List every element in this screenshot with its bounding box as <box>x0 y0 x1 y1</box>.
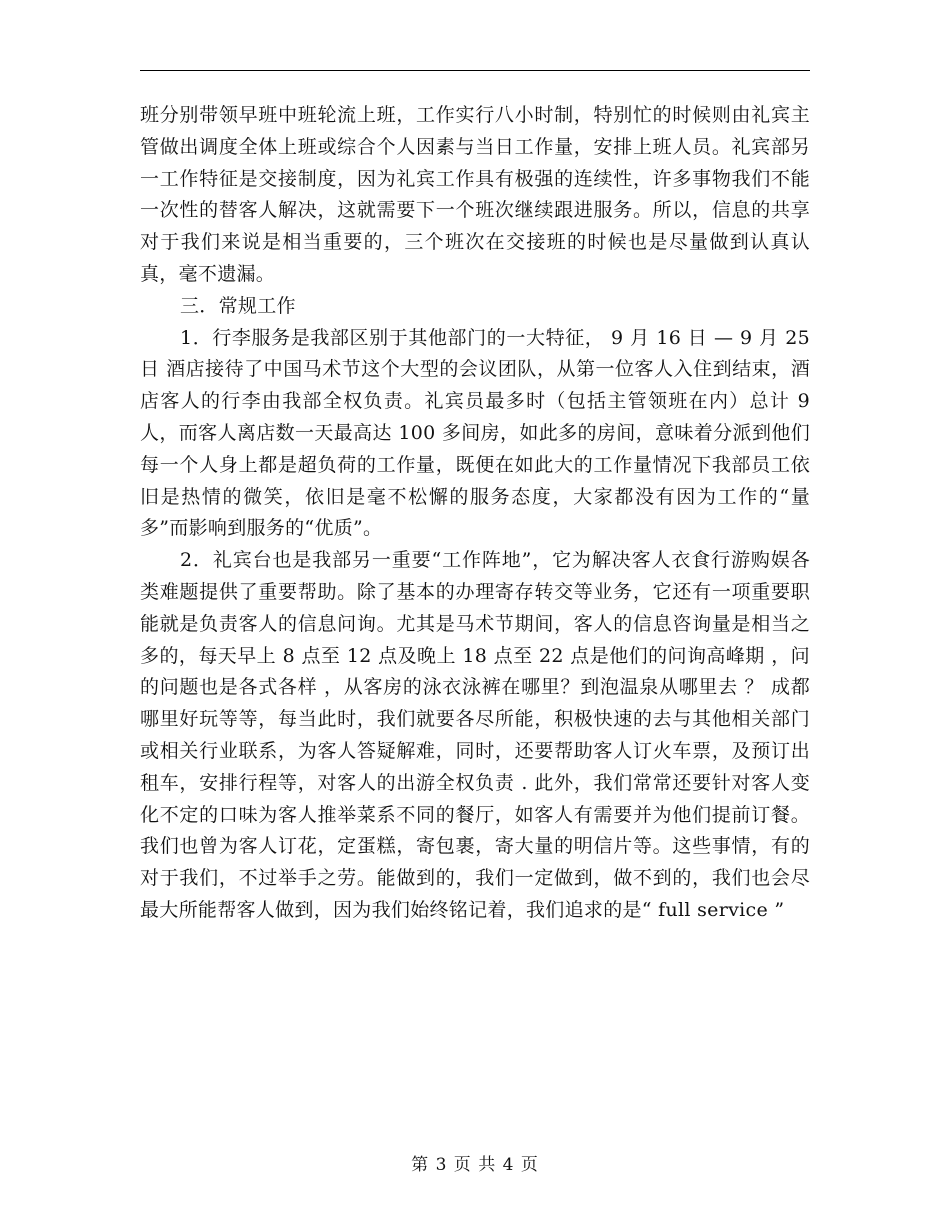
section-heading: 三．常规工作 <box>180 294 296 317</box>
paragraph-item-2: 2．礼宾台也是我部另一重要“工作阵地”，它为解决客人衣食行游购娱各类难题提供了重要帮助。除了基本的办理寄存转交等业务，它还有一项重要职能就是负责客人的信息问询。尤其是马术节期间，客人的信息咨询量是相当之多的，每天早上 8 点至 12 点及晚上 18 点至 22 点是他们的问询高峰期 ，问的问题也是各式各样 ，从客房的泳衣泳裤在哪里？到泡温泉从哪里去 ？ 成都哪里好玩等等，每当此时，我们就要各尽所能，积极快速的去与其他相关部门或相关行业联系，为客人答疑解难，同时，还要帮助客人订火车票，及预订出租车，安排行程等，对客人的出游全权负责 . 此外，我们常常还要针对客人变化不定的口味为客人推举菜系不同的餐厅，如客人有需要并为他们提前订餐。我们也曾为客人订花，定蛋糕，寄包裹，寄大量的明信片等。这些事情，有的对于我们，不过举手之劳。能做到的，我们一定做到，做不到的，我们也会尽最大所能帮客人做到，因为我们始终铭记着，我们追求的是“ full service ” <box>140 549 810 921</box>
paragraph-item-1: 1．行李服务是我部区别于其他部门的一大特征， 9 月 16 日 — 9 月 25 日 酒店接待了中国马术节这个大型的会议团队，从第一位客人入住到结束，酒店客人的行李由我部全权负责。礼宾员最多时（包括主管领班在内）总计 9 人，而客人离店数一天最高达 100 多间房，如此多的房间，意味着分派到他们每一个人身上都是超负荷的工作量，既便在如此大的工作量情况下我部员工依旧是热情的微笑，依旧是毫不松懈的服务态度，大家都没有因为工作的“量多”而影响到服务的“优质”。 <box>140 326 810 540</box>
document-body <box>140 100 810 927</box>
paragraph-continuation: 班分别带领早班中班轮流上班，工作实行八小时制，特别忙的时候则由礼宾主管做出调度全体上班或综合个人因素与当日工作量，安排上班人员。礼宾部另一工作特征是交接制度，因为礼宾工作具有极强的连续性，许多事物我们不能一次性的替客人解决，这就需要下一个班次继续跟进服务。所以，信息的共享对于我们来说是相当重要的，三个班次在交接班的时候也是尽量做到认真认真，毫不遗漏。 <box>140 104 810 285</box>
page-number-footer: 第 3 页 共 4 页 <box>411 1155 539 1175</box>
header-rule <box>140 70 810 71</box>
